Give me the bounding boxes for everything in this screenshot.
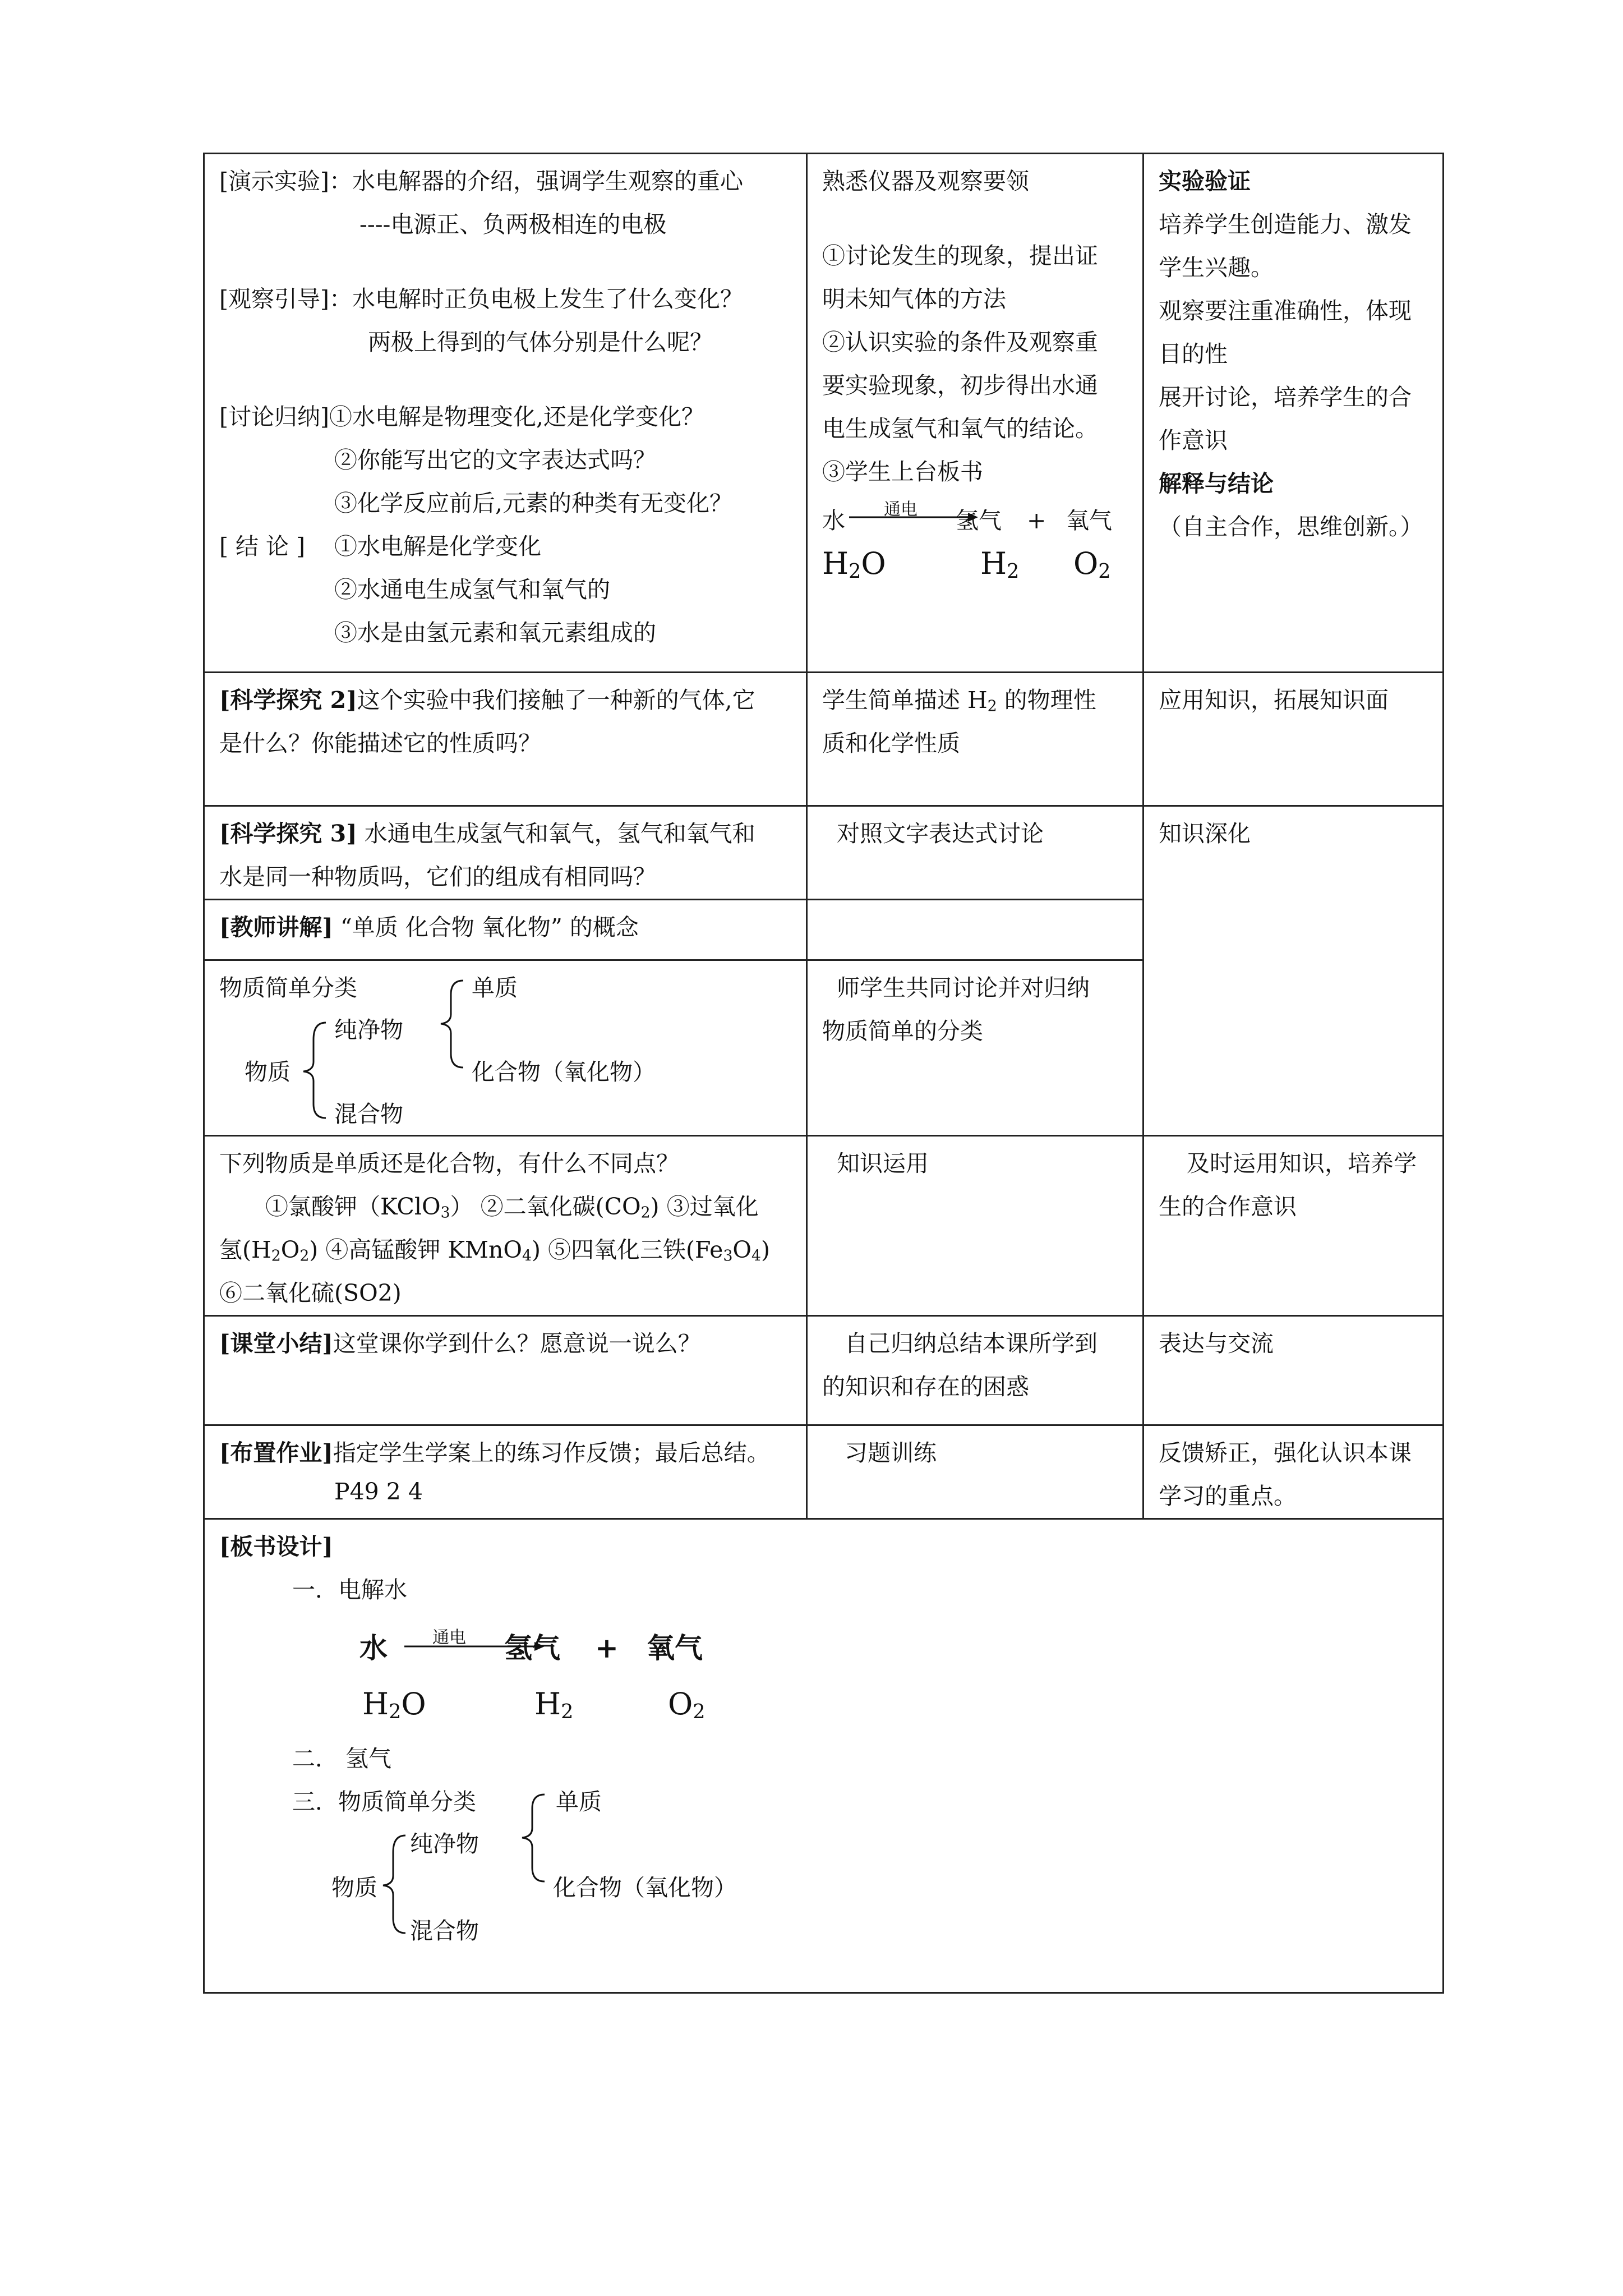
- word-equation: [822, 494, 1128, 542]
- homework-tag: [布置作业]: [219, 1439, 333, 1466]
- observe-text: ：水电解时正负电极上发生了什么变化？: [329, 286, 743, 312]
- homework-intent-1: 反馈矫正，强化认识本课: [1159, 1439, 1412, 1466]
- mid-line-5: 要实验现象，初步得出水通: [822, 372, 1098, 399]
- board-tree-compound: 化合物（氧化物）: [553, 1874, 737, 1901]
- exercise-line-3: 氢$(H_2O_2)$ ④高锰酸钾 KMnO$_4$) ⑤四氧化三铁$(Fe_3O_4)$: [219, 1236, 770, 1265]
- table-row: [204, 806, 1444, 900]
- board-eq-oxygen: 氧气: [647, 1631, 703, 1664]
- homework-intent-2: 学习的重点。: [1159, 1483, 1297, 1510]
- brace-icon: [435, 978, 469, 1073]
- summary-student-2: 的知识和存在的困惑: [822, 1373, 1029, 1400]
- summary-intent: 表达与交流: [1159, 1330, 1274, 1357]
- inquiry3-text: 水通电生成氢气和氧气，氢气和氧气和: [357, 820, 755, 847]
- discuss-item-2: ②你能写出它的文字表达式吗？: [334, 447, 656, 473]
- conclusion-item-3: ③水是由氢元素和氧元素组成的: [334, 619, 656, 646]
- exercise-intent-1: 及时运用知识，培养学: [1187, 1150, 1417, 1177]
- lesson-plan-page: [203, 153, 1442, 1981]
- exercise-student: 知识运用: [837, 1150, 929, 1177]
- intent-line-1: 实验验证: [1159, 168, 1251, 195]
- table-row: [204, 673, 1444, 806]
- table-row: [204, 154, 1444, 673]
- mid-line-4: ②认识实验的条件及观察重: [822, 329, 1098, 356]
- intent-line-6: 展开讨论，培养学生的合: [1159, 384, 1412, 411]
- board-section-2: 二． 氢气: [292, 1745, 392, 1772]
- homework-pages: P49 2 4: [334, 1478, 423, 1505]
- board-formula-h2: $H_2$: [534, 1686, 574, 1724]
- intent-line-4: 观察要注重准确性，体现: [1159, 297, 1412, 324]
- summary-text: 这堂课你学到什么？愿意说一说么？: [333, 1330, 701, 1357]
- conclusion-tag: [ 结 论 ]: [219, 533, 306, 560]
- exercise-question: 下列物质是单质还是化合物，有什么不同点？: [219, 1150, 679, 1177]
- mid-line-1: 熟悉仪器及观察要领: [822, 168, 1029, 195]
- classification-student-1: 师学生共同讨论并对归纳: [837, 974, 1090, 1001]
- tree-mixture: 混合物: [334, 1101, 403, 1128]
- exercise-intent-2: 生的合作意识: [1159, 1193, 1297, 1220]
- exercise-line-4: ⑥二氧化硫(SO2): [219, 1280, 402, 1306]
- demo-text-2: ----电源正、负两极相连的电极: [359, 211, 667, 238]
- intent-line-8: 解释与结论: [1159, 470, 1274, 497]
- mid-line-2: ①讨论发生的现象，提出证: [822, 242, 1098, 269]
- inquiry2-tag: [科学探究 2]: [219, 687, 357, 714]
- board-tree-mixture: 混合物: [410, 1917, 479, 1944]
- intent-line-9: （自主合作，思维创新。）: [1159, 513, 1423, 540]
- board-tree-pure: 纯净物: [410, 1830, 479, 1857]
- table-row: [204, 1519, 1444, 1993]
- mid-line-7: ③学生上台板书: [822, 458, 983, 485]
- table-row: [204, 1316, 1444, 1425]
- inquiry3-text-2: 水是同一种物质吗，它们的组成有相同吗？: [219, 863, 656, 890]
- board-section-1: 一．电解水: [292, 1576, 407, 1603]
- board-section-3: 三．物质简单分类: [292, 1788, 476, 1815]
- inquiry2-text: 这个实验中我们接触了一种新的气体,它: [357, 687, 755, 714]
- summary-student-1: 自己归纳总结本课所学到: [845, 1330, 1098, 1357]
- observe-tag: [观察引导]: [219, 286, 329, 312]
- tree-element: 单质: [472, 974, 518, 1001]
- lesson-plan-table: [203, 153, 1444, 1994]
- tree-root: 物质: [245, 1059, 291, 1085]
- inquiry2-student: 学生简单描述 $H_2$ 的物理性: [822, 687, 1096, 715]
- tree-compound: 化合物（氧化物）: [472, 1059, 656, 1085]
- board-eq-plus: +: [595, 1631, 619, 1664]
- intent-line-7: 作意识: [1159, 427, 1228, 454]
- mid-line-3: 明未知气体的方法: [822, 286, 1006, 312]
- tree-pure: 纯净物: [334, 1016, 403, 1043]
- intent-line-2: 培养学生创造能力、激发: [1159, 211, 1412, 238]
- board-eq-hydrogen: 氢气: [504, 1631, 560, 1664]
- board-eq-water: 水: [359, 1631, 388, 1664]
- lecture-tag: [教师讲解]: [219, 914, 333, 941]
- board-word-equation: [359, 1621, 752, 1671]
- classification-title: 物质简单分类: [219, 974, 357, 1001]
- board-design: [219, 1525, 1428, 1985]
- discuss-item-3: ③化学反应前后,元素的种类有无变化？: [334, 490, 733, 517]
- eq-hydrogen: 氢气: [956, 507, 1002, 534]
- homework-text: 指定学生学案上的练习作反馈；最后总结。: [333, 1439, 770, 1466]
- brace-icon: [517, 1792, 550, 1887]
- board-eq-condition: 通电: [432, 1628, 466, 1648]
- exercise-line-2: ①氯酸钾（KClO$_3$） ②二氧化碳$(CO_2)$ ③过氧化: [265, 1193, 759, 1222]
- discuss-item-1: ①水电解是物理变化,还是化学变化？: [329, 403, 705, 430]
- board-formula-h2o: $H_2O$: [362, 1686, 426, 1724]
- design-intent-cell: [1144, 154, 1444, 673]
- inquiry2-text-2: 是什么？你能描述它的性质吗？: [219, 730, 541, 757]
- inquiry2-intent: 应用知识，拓展知识面: [1159, 687, 1389, 714]
- formula-h2o: $H_2O$: [822, 546, 886, 583]
- inquiry3-tag: [科学探究 3]: [219, 820, 357, 847]
- teacher-activity-cell: [204, 154, 807, 673]
- eq-water: 水: [822, 507, 845, 534]
- board-formula-row: [362, 1682, 755, 1727]
- observe-text-2: 两极上得到的气体分别是什么呢？: [368, 329, 713, 356]
- intent-line-3: 学生兴趣。: [1159, 254, 1274, 281]
- table-row: [204, 1136, 1444, 1316]
- inquiry2-student-2: 质和化学性质: [822, 730, 960, 757]
- homework-student: 习题训练: [845, 1439, 937, 1466]
- conclusion-item-1: ①水电解是化学变化: [334, 533, 541, 560]
- board-tree-root: 物质: [331, 1874, 377, 1901]
- classification-student-2: 物质简单的分类: [822, 1018, 983, 1045]
- inquiry3-intent: 知识深化: [1159, 820, 1251, 847]
- discuss-tag: [讨论归纳]: [219, 403, 329, 430]
- board-design-cell: [204, 1519, 1444, 1993]
- student-activity-cell: [807, 154, 1144, 673]
- summary-tag: [课堂小结]: [219, 1330, 333, 1357]
- intent-line-5: 目的性: [1159, 341, 1228, 367]
- demo-text: ：水电解器的介绍，强调学生观察的重心: [329, 168, 743, 195]
- inquiry3-student: 对照文字表达式讨论: [837, 820, 1044, 847]
- formula-o2: $O_2$: [1073, 546, 1111, 583]
- mid-line-6: 电生成氢气和氧气的结论。: [822, 415, 1098, 442]
- table-row: [204, 1425, 1444, 1519]
- eq-oxygen: 氧气: [1066, 507, 1112, 534]
- brace-icon: [298, 1017, 331, 1124]
- eq-plus: +: [1027, 507, 1046, 534]
- demo-tag: [演示实验]: [219, 168, 329, 195]
- board-tree-element: 单质: [556, 1788, 602, 1815]
- brace-icon: [377, 1831, 411, 1938]
- board-formula-o2: $O_2$: [668, 1686, 706, 1724]
- board-tag: [板书设计]: [219, 1533, 333, 1560]
- conclusion-item-2: ②水通电生成氢气和氧气的: [334, 576, 610, 603]
- lecture-text: “单质 化合物 氧化物” 的概念: [333, 914, 639, 941]
- eq-condition: 通电: [884, 500, 917, 519]
- formula-h2: $H_2$: [980, 546, 1020, 583]
- chemical-formula-row: [822, 542, 1128, 587]
- classification-tree: [219, 967, 791, 1135]
